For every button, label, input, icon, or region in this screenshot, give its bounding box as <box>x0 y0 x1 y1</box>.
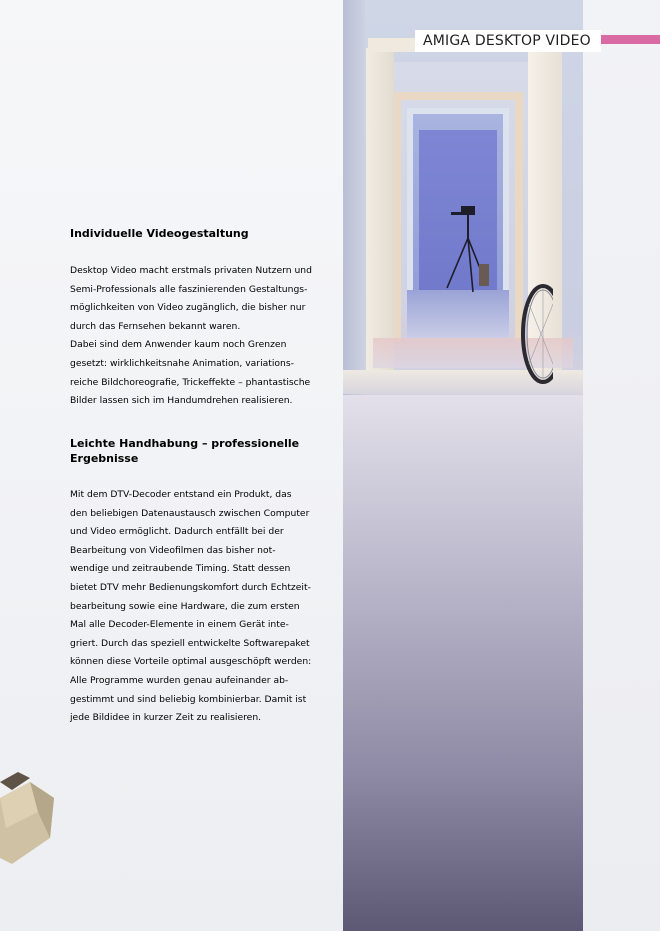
photo-wall <box>343 0 365 400</box>
text-line: Dabei sind dem Anwender kaum noch Grenzen <box>70 339 287 351</box>
text-line: gesetzt: wirklichkeitsnahe Animation, variations- <box>70 357 294 369</box>
text-line: den beliebigen Datenaustausch zwischen Computer <box>70 507 310 519</box>
heading-line: Ergebnisse <box>70 452 139 465</box>
desk-device-icon <box>0 768 56 868</box>
text-line: gestimmt und sind beliebig kombinierbar. Damit ist <box>70 693 307 705</box>
text-line: bearbeitung sowie eine Hardware, die zum ersten <box>70 600 300 612</box>
text-line: können diese Vorteile optimal ausgeschöpft werden: <box>70 656 312 668</box>
text-line: Bilder lassen sich im Handumdrehen realisieren. <box>70 395 293 407</box>
text-line: griert. Durch das speziell entwickelte Softwarepaket <box>70 637 310 649</box>
text-line: jede Bildidee in kurzer Zeit zu realisieren. <box>70 712 262 724</box>
right-margin <box>583 0 660 931</box>
heading-line: Leichte Handhabung – professionelle <box>70 437 300 450</box>
photo-floor <box>343 395 583 931</box>
section-heading <box>70 436 320 466</box>
text-line: wendige und zeitraubende Timing. Statt dessen <box>70 563 291 575</box>
text-line: durch das Fernsehen bekannt waren. <box>70 320 241 332</box>
text-line: Semi-Professionals alle faszinierenden Gestaltungs- <box>70 283 308 295</box>
text-line: Mit dem DTV-Decoder entstand ein Produkt, das <box>70 489 292 500</box>
text-line: reiche Bildchoreografie, Trickeffekte – phantastische <box>70 376 311 388</box>
text-line: und Video ermöglicht. Dadurch entfällt bei der <box>70 526 284 538</box>
hallway-photo <box>343 0 583 931</box>
text-line: Desktop Video macht erstmals privaten Nutzern und <box>70 265 312 276</box>
text-line: möglichkeiten von Video zugänglich, die bisher nur <box>70 302 306 314</box>
section-paragraph <box>70 262 325 411</box>
text-line: Mal alle Decoder-Elemente in einem Gerät inte- <box>70 619 289 631</box>
section-heading: Individuelle Videogestaltung <box>70 227 249 240</box>
bicycle-wheel-icon <box>507 284 553 384</box>
text-line: Bearbeitung von Videofilmen das bisher not- <box>70 544 276 556</box>
section-paragraph <box>70 486 325 728</box>
text-line: bietet DTV mehr Bedienungskomfort durch Echtzeit- <box>70 581 311 593</box>
camera-tripod-icon <box>443 200 493 300</box>
text-line: Alle Programme wurden genau aufeinander ab- <box>70 674 289 686</box>
header-title: AMIGA DESKTOP VIDEO <box>415 30 601 52</box>
